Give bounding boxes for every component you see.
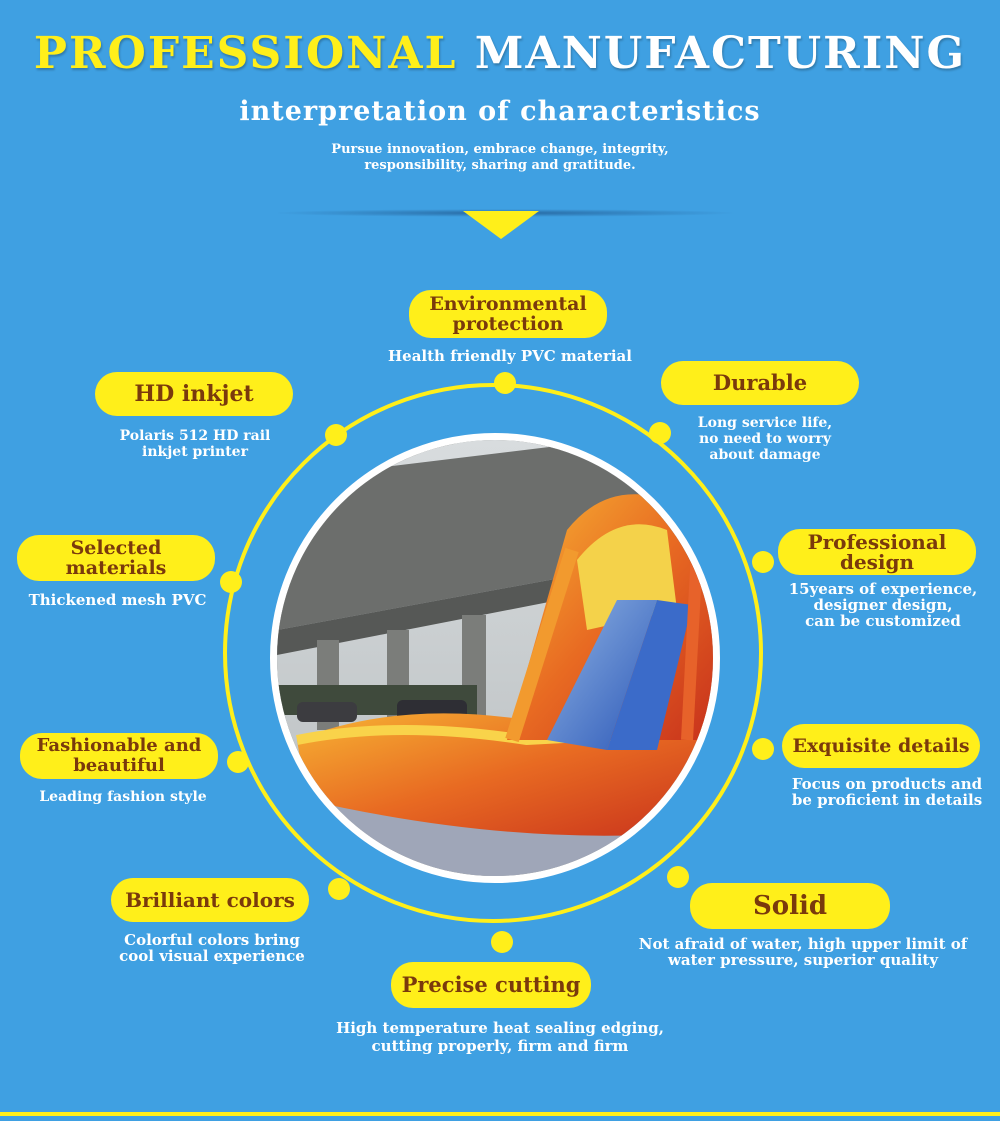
ring-dot-top-left bbox=[325, 424, 347, 446]
desc-precise-line-2: cutting properly, firm and firm bbox=[371, 1037, 629, 1055]
desc-exquisite-details bbox=[780, 776, 994, 808]
desc-durable-line-2: no need to worry bbox=[698, 431, 831, 447]
ring-dot-bottom-left bbox=[328, 878, 350, 900]
product-photo bbox=[270, 433, 720, 883]
inflatable-slide-image bbox=[277, 440, 713, 876]
title-manufacturing: MANUFACTURING bbox=[474, 28, 967, 79]
desc-brilliant-line-1: Colorful colors bring bbox=[124, 931, 300, 949]
label-fashionable bbox=[20, 733, 218, 779]
ring-dot-bottom-right bbox=[667, 866, 689, 888]
label-precise-cutting: Precise cutting bbox=[391, 962, 591, 1008]
desc-precise-cutting bbox=[310, 1019, 690, 1055]
page-subtitle: interpretation of characteristics bbox=[239, 96, 761, 127]
motto-line-1: Pursue innovation, embrace change, integrity, bbox=[331, 142, 669, 157]
desc-durable bbox=[650, 415, 880, 463]
desc-durable-line-1: Long service life, bbox=[697, 415, 833, 431]
ring-dot-bottom bbox=[491, 931, 513, 953]
label-professional-line-2: design bbox=[839, 550, 915, 574]
label-hd-inkjet: HD inkjet bbox=[95, 372, 293, 416]
desc-professional-design bbox=[768, 581, 998, 629]
ring-dot-right-upper bbox=[752, 551, 774, 573]
ring-dot-left-upper bbox=[220, 571, 242, 593]
label-durable: Durable bbox=[661, 361, 859, 405]
label-professional-line-1: Professional bbox=[807, 530, 947, 554]
label-selected-line-2: materials bbox=[65, 557, 167, 579]
label-solid: Solid bbox=[690, 883, 890, 929]
desc-precise-line-1: High temperature heat sealing edging, bbox=[336, 1019, 664, 1037]
label-fashionable-line-2: beautiful bbox=[73, 755, 165, 776]
label-environmental-line-2: protection bbox=[452, 313, 564, 335]
desc-professional-line-1: 15years of experience, bbox=[788, 580, 978, 598]
motto-line-2: responsibility, sharing and gratitude. bbox=[364, 158, 636, 173]
desc-hd-inkjet bbox=[80, 428, 310, 460]
desc-professional-line-3: can be customized bbox=[805, 612, 961, 630]
label-professional-design bbox=[778, 529, 976, 575]
motto bbox=[0, 142, 1000, 174]
desc-brilliant-colors bbox=[100, 932, 324, 964]
title-professional: PROFESSIONAL bbox=[33, 28, 458, 79]
desc-durable-line-3: about damage bbox=[709, 447, 821, 463]
desc-exquisite-line-1: Focus on products and bbox=[791, 775, 983, 793]
desc-professional-line-2: designer design, bbox=[813, 596, 953, 614]
label-brilliant-colors: Brilliant colors bbox=[111, 878, 309, 922]
bottom-divider bbox=[0, 1112, 1000, 1116]
label-selected-materials bbox=[17, 535, 215, 581]
desc-solid-line-2: water pressure, superior quality bbox=[667, 951, 939, 969]
desc-solid bbox=[628, 936, 978, 968]
down-arrow-icon bbox=[463, 211, 539, 239]
desc-hd-inkjet-line-2: inkjet printer bbox=[142, 444, 248, 460]
desc-brilliant-line-2: cool visual experience bbox=[119, 947, 305, 965]
label-environmental-line-1: Environmental bbox=[429, 293, 587, 315]
desc-exquisite-line-2: be proficient in details bbox=[791, 791, 983, 809]
label-selected-line-1: Selected bbox=[70, 537, 162, 559]
label-fashionable-line-1: Fashionable and bbox=[36, 735, 202, 756]
desc-selected-materials: Thickened mesh PVC bbox=[28, 591, 207, 609]
desc-environmental: Health friendly PVC material bbox=[388, 347, 632, 365]
ring-dot-right-lower bbox=[752, 738, 774, 760]
ring-dot-top bbox=[494, 372, 516, 394]
label-environmental-protection bbox=[409, 290, 607, 338]
page-title bbox=[0, 28, 1000, 79]
desc-hd-inkjet-line-1: Polaris 512 HD rail bbox=[119, 428, 271, 444]
desc-solid-line-1: Not afraid of water, high upper limit of bbox=[638, 935, 968, 953]
label-exquisite-details: Exquisite details bbox=[782, 724, 980, 768]
desc-fashionable: Leading fashion style bbox=[39, 789, 207, 805]
ring-dot-left-lower bbox=[227, 751, 249, 773]
